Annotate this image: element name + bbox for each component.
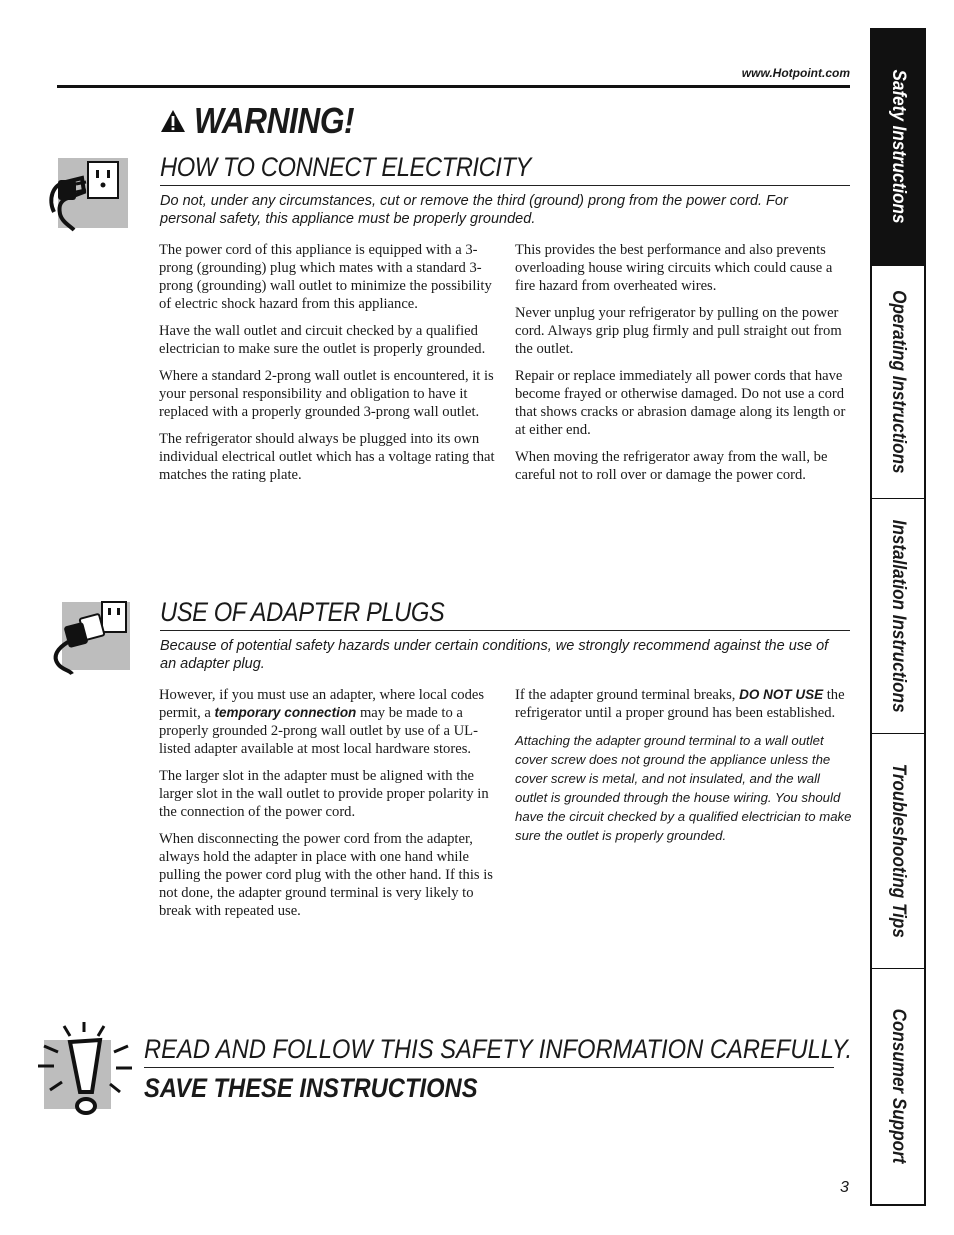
adapter-plug-icon [62, 602, 130, 670]
paragraph: Have the wall outlet and circuit checked by a qualified electrician to make sure the outlet is properly grounded. [159, 323, 486, 357]
paragraph [515, 686, 853, 722]
paragraph: Where a standard 2-prong wall outlet is encountered, it is your personal responsibility and obligation to have it replaced with a properly grounded 3-prong wall outlet. [159, 368, 494, 420]
section-adapter-title: USE OF ADAPTER PLUGS [160, 597, 445, 627]
grounding-note: Attaching the adapter ground terminal to a wall outlet cover screw does not ground the appliance unless the cover screw is metal, and not insulated, and the wall outlet is grounded through the house wiring. You should have the circuit checked by a qualified electrician to make sure the outlet is properly grounded. [515, 733, 852, 843]
paragraph: Never unplug your refrigerator by pulling on the power cord. Always grip plug firmly and pull straight out from the outlet. [515, 305, 842, 357]
adapter-right-column [515, 686, 853, 854]
tab-label: Installation Instructions [888, 519, 909, 713]
text-run: the refrigerator until a proper ground has been established. [515, 687, 845, 721]
emphasis-text: DO NOT USE [739, 687, 824, 702]
read-safety-text: READ AND FOLLOW THIS SAFETY INFORMATION CAREFULLY. [144, 1034, 853, 1064]
emphasis-text: temporary connection [214, 705, 357, 720]
text-run: may be made to a properly grounded 2-prong wall outlet by use of a UL-listed adapter available at most local hardware stores. [159, 705, 478, 757]
tab-consumer-support[interactable] [872, 969, 924, 1204]
top-rule [57, 85, 850, 88]
paragraph: The power cord of this appliance is equipped with a 3-prong (grounding) plug which mates with a standard 3-prong (grounding) wall outlet to minimize the possibility of electric shock hazard from this appliance. [159, 242, 492, 312]
paragraph [159, 686, 497, 758]
section-electricity-heading [160, 152, 850, 186]
tab-operating-instructions[interactable] [872, 266, 924, 499]
adapter-left-column [159, 686, 497, 929]
text-run: However, if you must use an adapter, where local codes permit, a [159, 687, 485, 721]
page-number: 3 [840, 1179, 849, 1196]
section-adapter-lead: Because of potential safety hazards under certain conditions, we strongly recommend against the use of an adapter plug. [160, 638, 829, 672]
tab-troubleshooting-tips[interactable] [872, 734, 924, 969]
paragraph: When disconnecting the power cord from the adapter, always hold the adapter in place with one hand while pulling the power cord plug with the other hand. If this is not done, the adapter ground terminal is very likely to break with repeated use. [159, 831, 493, 919]
warning-triangle-icon [160, 108, 186, 134]
section-adapter-heading [160, 597, 850, 631]
electricity-right-column [515, 241, 853, 493]
section-electricity-lead: Do not, under any circumstances, cut or remove the third (ground) prong from the power cord. For personal safety, this appliance must be properly grounded. [160, 193, 788, 227]
warning-heading [160, 100, 376, 142]
paragraph: The refrigerator should always be plugged into its own individual electrical outlet which has a voltage rating that matches the rating plate. [159, 431, 495, 483]
electricity-left-column [159, 241, 497, 493]
paragraph: Repair or replace immediately all power cords that have become frayed or otherwise damaged. Do not use a cord that shows cracks or abrasion damage along its length or at either end. [515, 368, 846, 438]
side-tab-nav [870, 28, 926, 1206]
warning-title: WARNING! [194, 100, 355, 141]
tab-label: Troubleshooting Tips [888, 763, 909, 939]
website-url: www.Hotpoint.com [741, 66, 850, 80]
paragraph: The larger slot in the adapter must be aligned with the larger slot in the wall outlet to provide proper polarity in the connection of the power cord. [159, 768, 489, 820]
text-run: If the adapter ground terminal breaks, [515, 687, 740, 703]
tab-label: Operating Instructions [888, 290, 909, 474]
save-instructions-heading [144, 1073, 523, 1104]
save-instructions-text: SAVE THESE INSTRUCTIONS [144, 1073, 478, 1103]
tab-safety-instructions[interactable] [872, 28, 924, 266]
section-electricity-title: HOW TO CONNECT ELECTRICITY [160, 152, 531, 182]
paragraph: This provides the best performance and also prevents overloading house wiring circuits which could cause a fire hazard from overheated wires. [515, 242, 833, 294]
read-safety-heading [144, 1034, 853, 1068]
tab-label: Consumer Support [888, 1009, 909, 1164]
paragraph: When moving the refrigerator away from the wall, be careful not to roll over or damage the power cord. [515, 449, 828, 483]
tab-installation-instructions[interactable] [872, 499, 924, 734]
caution-exclamation-icon [44, 1040, 111, 1109]
tab-label: Safety Instructions [888, 69, 909, 224]
plug-outlet-icon [58, 158, 128, 228]
